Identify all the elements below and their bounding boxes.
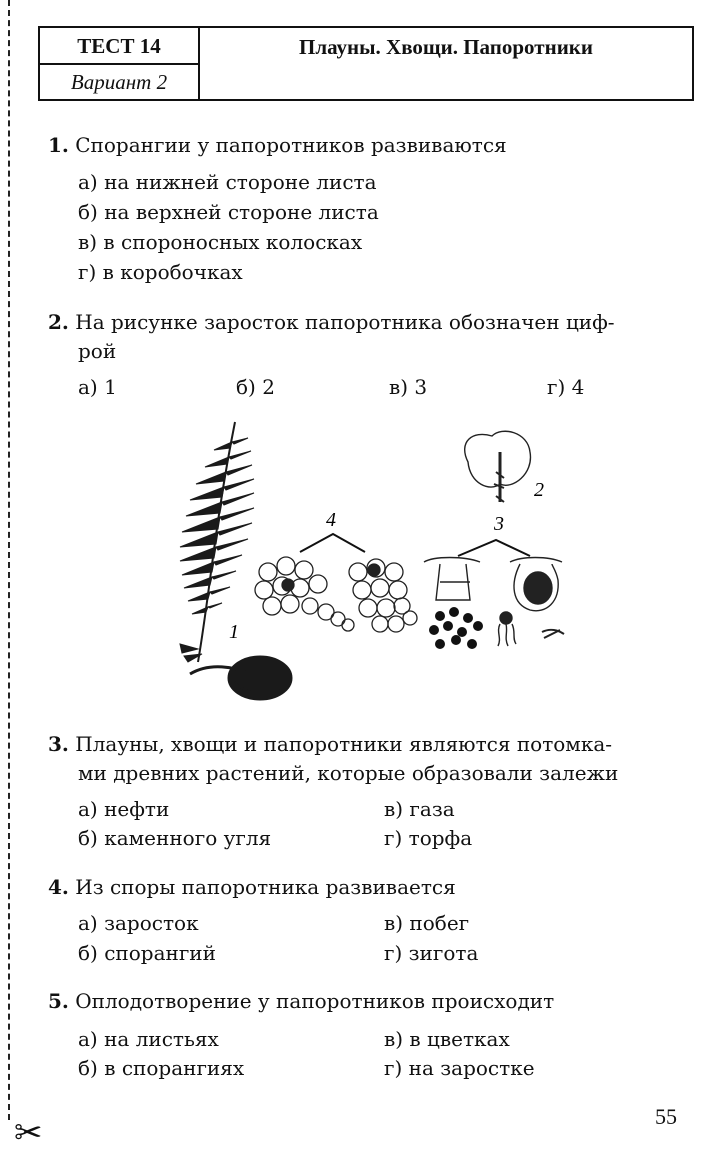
option: а) 1 [78,375,117,399]
option: в) в цветках [384,1027,510,1051]
option: а) на листьях [78,1027,219,1051]
page-number: 55 [655,1104,677,1129]
option: а) заросток [78,911,199,935]
question-4 [48,872,456,902]
option: г) на заростке [384,1056,535,1080]
option: г) 4 [547,375,585,399]
sperm-illustration [498,612,564,646]
option: г) в коробочках [78,260,243,284]
question-text: Из споры папоротника развивается [75,875,456,899]
fern-frond-illustration [180,422,292,700]
question-number: 3. [48,732,69,756]
option: а) на нижней стороне листа [78,170,377,194]
figure-label-3: 3 [494,513,504,535]
option: б) каменного угля [78,826,272,850]
option: б) 2 [236,375,275,399]
test-title: Плауны. Хвощи. Папоротники [298,35,593,59]
question-text-continued: рой [78,339,117,363]
option: в) в спороносных колосках [78,230,363,254]
option: б) на верхней стороне листа [78,200,379,224]
question-number: 4. [48,875,69,899]
spores-illustration [429,607,483,649]
test-header [38,26,694,101]
figure-label-1: 1 [229,621,239,643]
question-text: Оплодотворение у папоротников происходит [75,989,555,1013]
option: в) 3 [389,375,428,399]
question-1 [48,130,507,160]
option: б) в спорангиях [78,1056,245,1080]
gametangia-illustration [424,558,562,611]
question-number: 1. [48,133,69,157]
option: г) зигота [384,941,479,965]
prothallus-illustration [255,557,417,632]
figure-label-2: 2 [534,479,544,501]
question-text: Спорангии у папоротников развиваются [75,133,507,157]
figure-label-4: 4 [326,509,336,531]
option: б) спорангий [78,941,216,965]
option: в) газа [384,797,455,821]
option: г) торфа [384,826,473,850]
option: в) побег [384,911,470,935]
option: а) нефти [78,797,170,821]
question-number: 5. [48,989,69,1013]
question-number: 2. [48,310,69,334]
question-2 [48,307,615,337]
test-number: ТЕСТ 14 [40,28,200,65]
question-text-continued: ми древних растений, которые образовали залежи [78,761,619,785]
cut-line [8,0,10,1120]
test-variant: Вариант 2 [40,65,200,101]
scissors-icon: ✂ [14,1113,43,1153]
question-3 [48,729,612,759]
fern-life-cycle-figure [140,412,580,712]
young-sporophyte-illustration [465,431,531,502]
question-text: Плауны, хвощи и папоротники являются потомка- [75,732,613,756]
question-text: На рисунке заросток папоротника обозначен циф- [75,310,615,334]
question-5 [48,986,554,1016]
